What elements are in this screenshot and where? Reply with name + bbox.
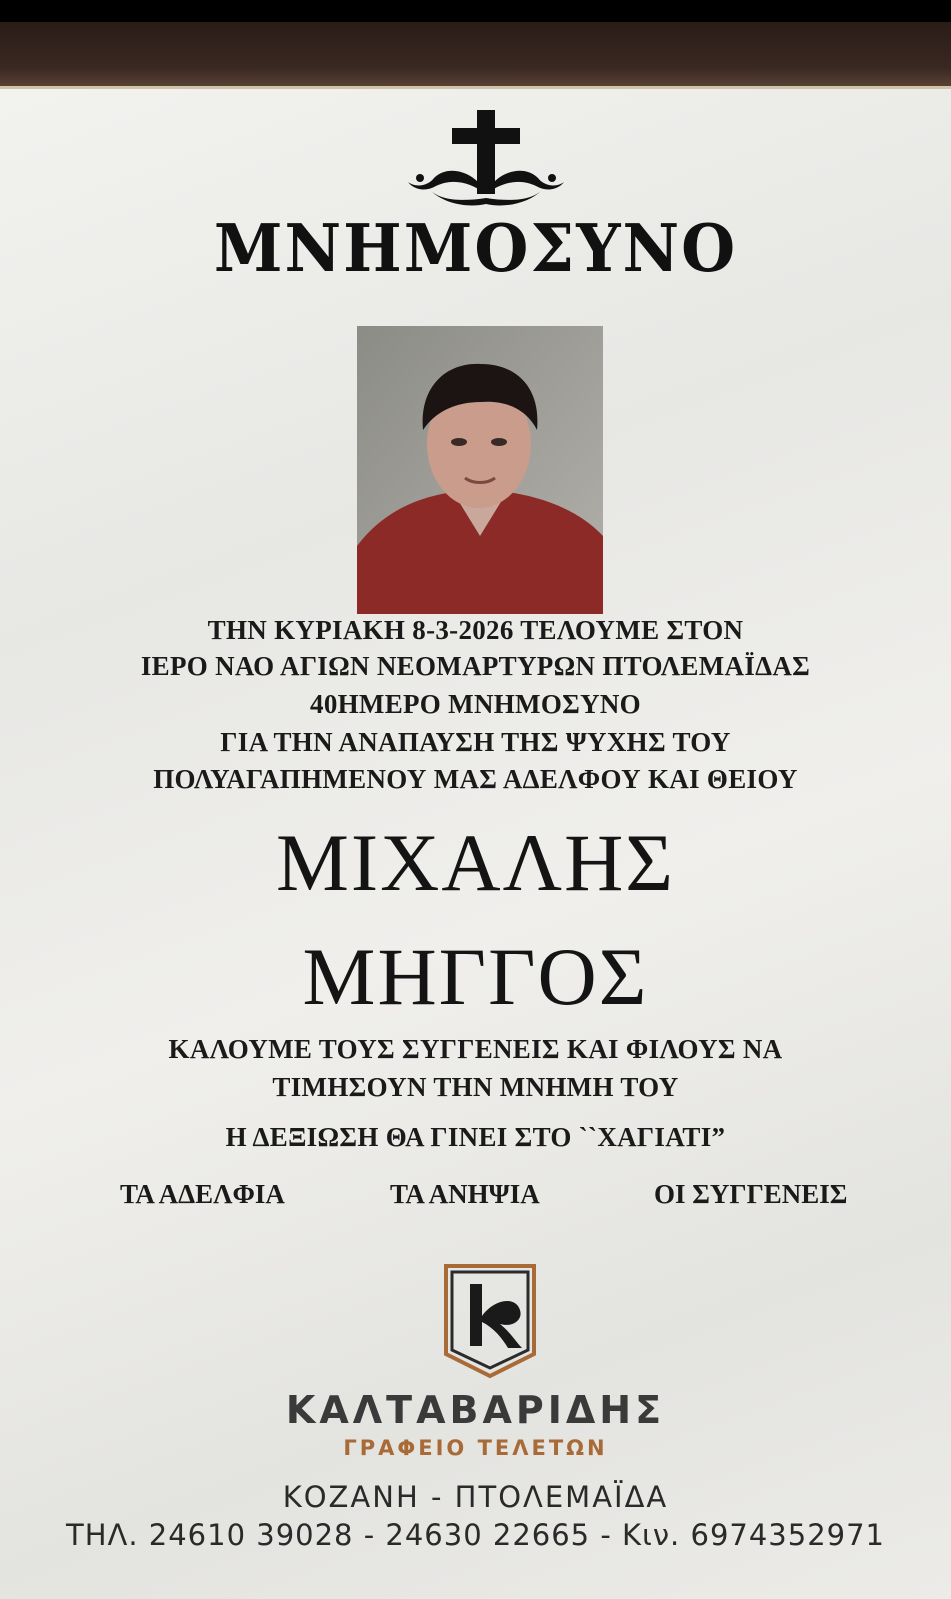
wooden-frame-edge [0, 22, 951, 88]
notice-line-date: ΤΗΝ ΚΥΡΙΑΚΗ 8-3-2026 ΤΕΛΟΥΜΕ ΣΤΟΝ [207, 615, 744, 645]
funeral-home-location: ΚΟΖΑΝΗ - ΠΤΟΛΕΜΑΪΔΑ [282, 1480, 669, 1514]
deceased-first-name: ΜΙΧΑΛΗΣ [275, 817, 676, 908]
notice-line-purpose: ΓΙΑ ΤΗΝ ΑΝΑΠΑΥΣΗ ΤΗΣ ΨΥΧΗΣ ΤΟΥ [220, 727, 731, 757]
funeral-home-logo [440, 1262, 540, 1380]
funeral-home-subtitle: ΓΡΑΦΕΙΟ ΤΕΛΕΤΩΝ [343, 1436, 608, 1460]
notice-line-church: ΙΕΡΟ ΝΑΟ ΑΓΙΩΝ ΝΕΟΜΑΡΤΥΡΩΝ ΠΤΟΛΕΜΑΪΔΑΣ [140, 651, 811, 681]
orthodox-cross-icon [400, 108, 572, 210]
funeral-home-name: ΚΑΛΤΑΒΑΡΙΔΗΣ [285, 1388, 666, 1432]
funeral-home-phones: ΤΗΛ. 24610 39028 - 24630 22665 - Κιν. 6974352971 [65, 1518, 886, 1552]
signature-nephews: ΤΑ ΑΝΗΨΙΑ [390, 1179, 540, 1209]
signature-siblings: ΤΑ ΑΔΕΛΦΙΑ [120, 1179, 285, 1209]
invite-line-1: ΚΑΛΟΥΜΕ ΤΟΥΣ ΣΥΓΓΕΝΕΙΣ ΚΑΙ ΦΙΛΟΥΣ ΝΑ [168, 1034, 783, 1064]
signature-relatives: ΟΙ ΣΥΓΓΕΝΕΙΣ [654, 1179, 848, 1209]
notice-title: ΜΝΗΜΟΣΥΝΟ [213, 210, 738, 287]
notice-line-type: 40ΗΜΕΡΟ ΜΝΗΜΟΣΥΝΟ [310, 689, 641, 719]
portrait-photo [357, 326, 603, 614]
notice-line-relation: ΠΟΛΥΑΓΑΠΗΜΕΝΟΥ ΜΑΣ ΑΔΕΛΦΟΥ ΚΑΙ ΘΕΙΟΥ [153, 764, 798, 794]
reception-line: Η ΔΕΞΙΩΣΗ ΘΑ ΓΙΝΕΙ ΣΤΟ ``ΧΑΓΙΑΤΙ” [225, 1122, 726, 1152]
deceased-last-name: ΜΗΓΓΟΣ [302, 931, 649, 1022]
invite-line-2: ΤΙΜΗΣΟΥΝ ΤΗΝ ΜΝΗΜΗ ΤΟΥ [272, 1072, 679, 1102]
top-black-bar [0, 0, 951, 22]
